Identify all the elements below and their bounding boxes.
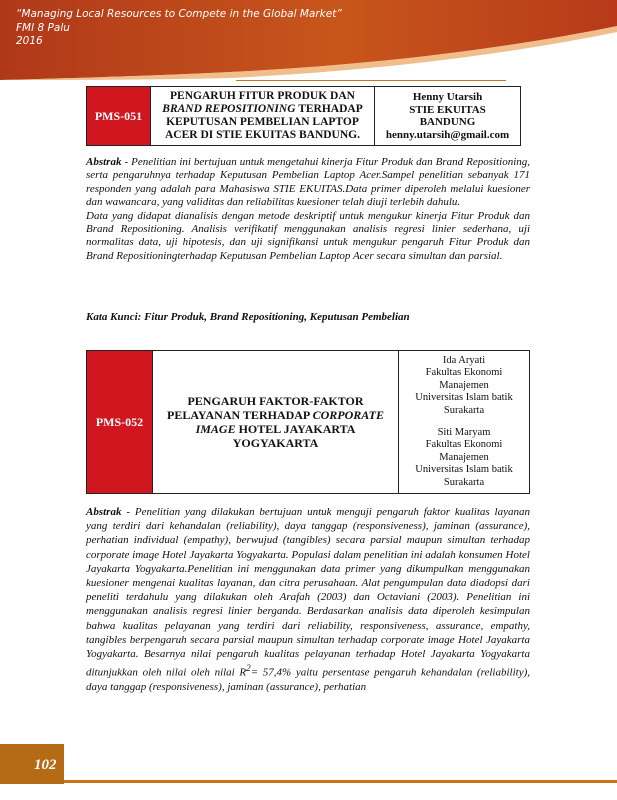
title-part: PENGARUH FAKTOR-FAKTOR PELAYANAN TERHADAP	[167, 394, 364, 422]
paper-authors	[399, 351, 530, 494]
title-emphasis: CORPORATE IMAGE	[195, 408, 384, 436]
author-city: Surakarta	[443, 476, 485, 488]
footer-divider	[64, 780, 617, 783]
paper-header-table-2	[86, 350, 530, 494]
abstract-label: Abstrak	[86, 506, 122, 518]
title-part: HOTEL JAYAKARTA YOGYAKARTA	[232, 422, 356, 450]
paper-author	[375, 87, 521, 146]
page-number: 102	[34, 757, 57, 773]
paper-code: PMS-052	[87, 351, 153, 494]
paper-code: PMS-051	[87, 87, 151, 146]
paper-title	[153, 351, 399, 494]
conference-name: FMI 8 Palu	[16, 21, 70, 34]
author-city: Surakarta	[443, 404, 485, 416]
author-city: BANDUNG	[419, 116, 476, 128]
header-divider	[236, 80, 506, 81]
author-name: Ida Aryati	[442, 354, 486, 366]
abstract-label: Abstrak	[86, 156, 122, 168]
author-institution: STIE EKUITAS	[409, 103, 486, 116]
paper-title	[151, 87, 375, 146]
paper-header-table-1	[86, 86, 521, 146]
author-name: Siti Maryam	[437, 427, 491, 438]
title-emphasis: BRAND REPOSITIONING	[162, 103, 296, 115]
author-university: Universitas Islam batik	[415, 392, 513, 404]
author-name: Henny Utarsih	[412, 91, 483, 103]
author-email: henny.utarsih@gmail.com	[385, 128, 510, 141]
author-university: Universitas Islam batik	[415, 464, 513, 476]
header-text	[16, 8, 342, 49]
author-department: Manajemen	[439, 379, 489, 391]
conference-motto: “Managing Local Resources to Compete in the Global Market”	[16, 8, 342, 20]
title-part: PENGARUH FITUR PRODUK DAN	[170, 90, 355, 102]
author-department: Manajemen	[439, 451, 489, 463]
abstract-text: = 57,4% yaitu persentase pengaruh kehandalan (reliability), daya tanggap (responsiveness), jaminan (assurance), perhatian	[86, 666, 530, 694]
author-faculty: Fakultas Ekonomi	[425, 367, 503, 379]
abstract-1	[86, 156, 530, 263]
abstract-2	[86, 505, 530, 694]
conference-year: 2016	[16, 35, 43, 47]
abstract-text: - Penelitian yang dilakukan bertujuan untuk menguji pengaruh faktor kualitas layanan yang terdiri dari kehandalan (reliability), daya tanggap (responsiveness), jaminan (assurance), perhatian individual (empathy), berwujud (tangibles) secara parsial maupun simultan terhadap corporate image Hotel Jayakarta Yogyakarta. Populasi dalam penelitian ini adalah konsumen Hotel Jayakarta Yogyakarta.Penelitian ini menggunakan data primer yang dikumpulkan menggunakan kuesioner mengenai kualitas layanan, dan citra perusahaan. Alat pengumpulan data diadopsi dari peneliti terdahulu yang dilakukan oleh Arafah (2003) dan Octaviani (2003). Penelitian ini menggunakan analisis regresi linier berganda. Berdasarkan analisis data diperoleh kesimpulan bahwa kualitas pelayanan yang terdiri dari reliability, responsiveness, assurance, empathy, tangibles berpengaruh secara parsial maupun simultan terhadap corporate image Hotel Jayakarta Yogyakarta. Besarnya nilai pengaruh kualitas pelayanan terhadap Hotel Jayakarta Yogyakarta ditunjukkan oleh nilai oleh nilai R	[86, 506, 530, 679]
title-part: TERHADAP KEPUTUSAN PEMBELIAN LAPTOP ACER DI STIE EKUITAS BANDUNG.	[164, 103, 363, 141]
keywords: Kata Kunci: Fitur Produk, Brand Repositioning, Keputusan Pembelian	[86, 311, 410, 323]
author-faculty: Fakultas Ekonomi	[425, 439, 503, 451]
superscript: 2	[246, 663, 251, 674]
abstract-text: - Penelitian ini bertujuan untuk mengetahui kinerja Fitur Produk dan Brand Repositioning, serta pengaruhnya terhadap Keputusan Pembelian Laptop Acer.Sampel penelitian sebanyak 171 responden yang adalah para Mahasiswa STIE EKUITAS.Data primer diperoleh melalui kuesioner dan wawancara, yang validitas dan reliabilitas kuesioner telah diuji terlebih dahulu.	[86, 156, 530, 209]
abstract-text: Data yang didapat dianalisis dengan metode deskriptif untuk mengukur kinerja Fitur Produk dan Brand Repositioning. Analisis verifikatif menggunakan analisis regresi linier sederhana, uji normalitas data, uji hipotesis, dan uji signifikansi untuk mengukur pengaruh Fitur Produk dan Brand Repositioningterhadap Keputusan Pembelian Laptop Acer secara simultan dan parsial.	[86, 209, 530, 262]
